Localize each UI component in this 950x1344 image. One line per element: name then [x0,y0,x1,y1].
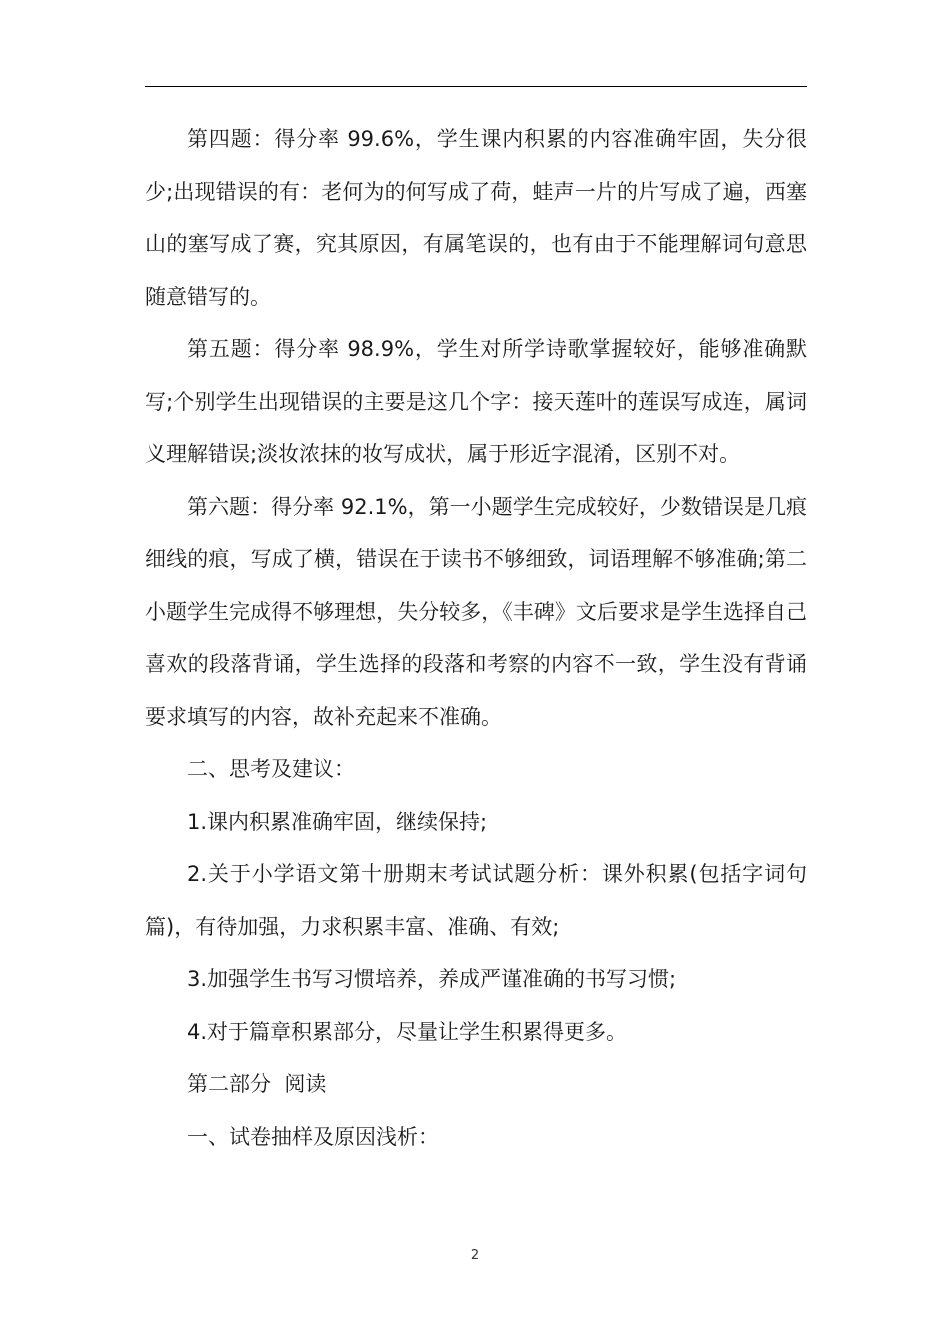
paragraph-question-5: 第五题：得分率 98.9%，学生对所学诗歌掌握较好，能够准确默写;个别学生出现错误的主要是这几个字：接天莲叶的莲误写成连，属词义理解错误;淡妆浓抹的妆写成状，属于形近字混淆，区别不对。 [145,337,807,466]
page-number: 2 [470,1248,480,1263]
body-text [145,113,807,1163]
header-rule [145,86,807,87]
section-heading-suggestions: 二、思考及建议： [187,757,355,781]
suggestion-item-2: 2.关于小学语文第十册期末考试试题分析：课外积累(包括字词句篇)，有待加强，力求积累丰富、准确、有效; [145,862,807,939]
suggestion-item-1: 1.课内积累准确牢固，继续保持; [187,809,488,834]
section-heading-sampling: 一、试卷抽样及原因浅析： [187,1124,439,1149]
suggestion-item-3: 3.加强学生书写习惯培养，养成严谨准确的书写习惯; [187,967,677,991]
paragraph-question-4: 第四题：得分率 99.6%，学生课内积累的内容准确牢固，失分很少;出现错误的有：老何为的何写成了荷，蛙声一片的片写成了遍，西塞山的塞写成了赛，究其原因，有属笔误的，也有由于不能理解词句意思随意错写的。 [145,127,807,309]
suggestion-item-4: 4.对于篇章积累部分，尽量让学生积累得更多。 [187,1019,628,1044]
part-heading-reading: 第二部分 阅读 [187,1072,327,1096]
paragraph-question-6: 第六题：得分率 92.1%，第一小题学生完成较好，少数错误是几痕细线的痕，写成了横，错误在于读书不够细致，词语理解不够准确;第二小题学生完成得不够理想，失分较多，《丰碑》文后要求是学生选择自己喜欢的段落背诵，学生选择的段落和考察的内容不一致，学生没有背诵要求填写的内容，故补充起来不准确。 [145,494,807,729]
